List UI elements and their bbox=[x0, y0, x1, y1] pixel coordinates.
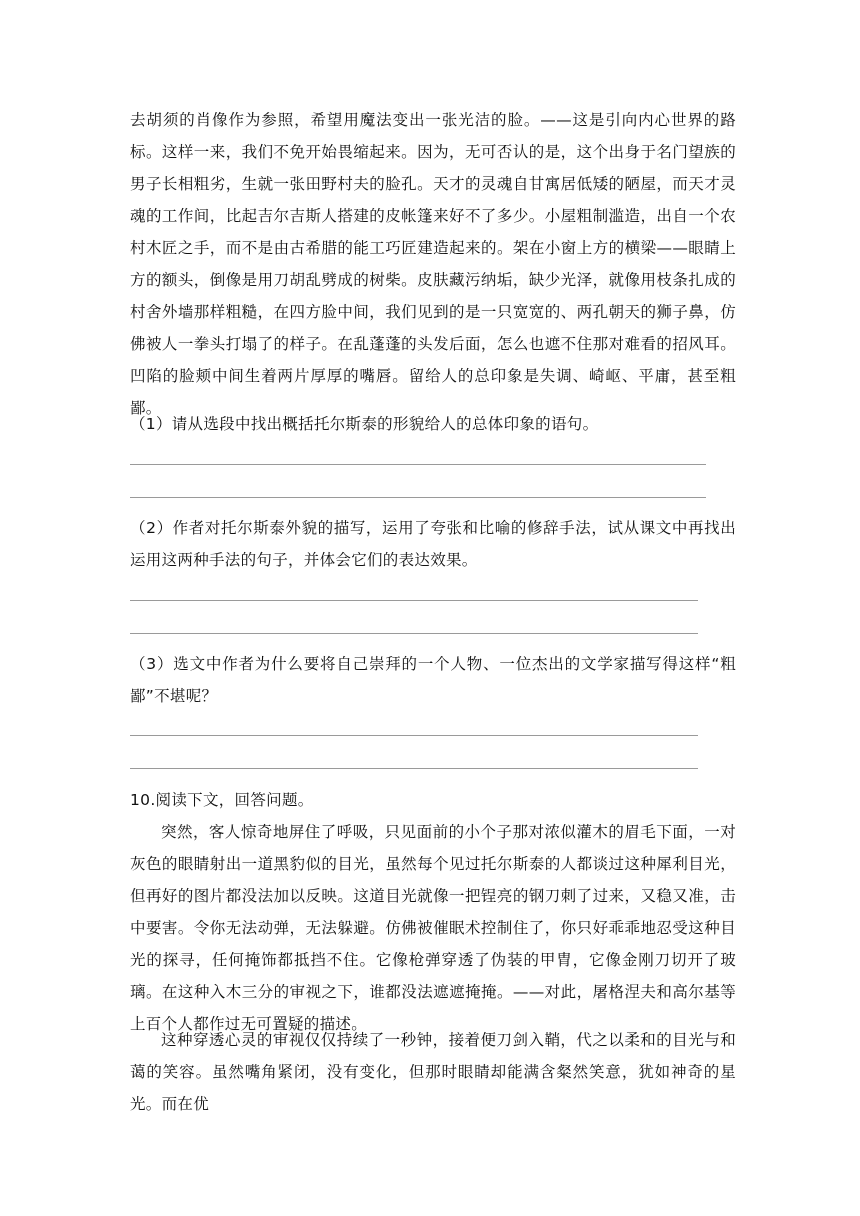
passage-paragraph-1: 突然，客人惊奇地屏住了呼吸，只见面前的小个子那对浓似灌木的眉毛下面，一对灰色的眼睛射出一道黑豹似的目光，虽然每个见过托尔斯泰的人都谈过这种犀利目光，但再好的图片都没法加以反映。这道目光就像一把锃亮的钢刀刺了过来，又稳又准，击中要害。令你无法动弹，无法躲避。仿佛被催眠术控制住了，你只好乖乖地忍受这种目光的探寻，任何掩饰都抵挡不住。它像枪弹穿透了伪装的甲胄，它像金刚刀切开了玻璃。在这种入木三分的审视之下，谁都没法遮遮掩掩。——对此，屠格涅夫和高尔基等上百个人都作过无可置疑的描述。 bbox=[130, 823, 736, 1033]
answer-line[interactable] bbox=[130, 464, 706, 465]
answer-line[interactable] bbox=[130, 735, 698, 736]
answer-line[interactable] bbox=[130, 497, 706, 498]
passage-paragraph-2: 这种穿透心灵的审视仅仅持续了一秒钟，接着便刀剑入鞘，代之以柔和的目光与和蔼的笑容。虽然嘴角紧闭，没有变化，但那时眼睛却能满含粲然笑意，犹如神奇的星光。而在优 bbox=[130, 1031, 736, 1113]
answer-line[interactable] bbox=[130, 600, 698, 601]
passage-excerpt: 去胡须的肖像作为参照，希望用魔法变出一张光洁的脸。——这是引向内心世界的路标。这样一来，我们不免开始畏缩起来。因为，无可否认的是，这个出身于名门望族的男子长相粗劣，生就一张田野村夫的脸孔。天才的灵魂自甘寓居低矮的陋屋，而天才灵魂的工作间，比起吉尔吉斯人搭建的皮帐篷来好不了多少。小屋粗制滥造，出自一个农村木匠之手，而不是由古希腊的能工巧匠建造起来的。架在小窗上方的横梁——眼睛上方的额头，倒像是用刀胡乱劈成的树柴。皮肤藏污纳垢，缺少光泽，就像用枝条扎成的村舍外墙那样粗糙，在四方脸中间，我们见到的是一只宽宽的、两孔朝天的狮子鼻，仿佛被人一拳头打塌了的样子。在乱蓬蓬的头发后面，怎么也遮不住那对难看的招风耳。凹陷的脸颊中间生着两片厚厚的嘴唇。留给人的总印象是失调、崎岖、平庸，甚至粗鄙。 bbox=[130, 111, 736, 417]
answer-line[interactable] bbox=[130, 768, 698, 769]
answer-line[interactable] bbox=[130, 633, 698, 634]
question-2: （2）作者对托尔斯泰外貌的描写，运用了夸张和比喻的修辞手法，试从课文中再找出运用这两种手法的句子，并体会它们的表达效果。 bbox=[130, 519, 736, 569]
question-1: （1）请从选段中找出概括托尔斯泰的形貌给人的总体印象的语句。 bbox=[130, 415, 599, 433]
question-3: （3）选文中作者为什么要将自己崇拜的一个人物、一位杰出的文学家描写得这样“粗鄙”不堪呢？ bbox=[130, 655, 736, 705]
section-heading: 10.阅读下文，回答问题。 bbox=[130, 791, 314, 809]
